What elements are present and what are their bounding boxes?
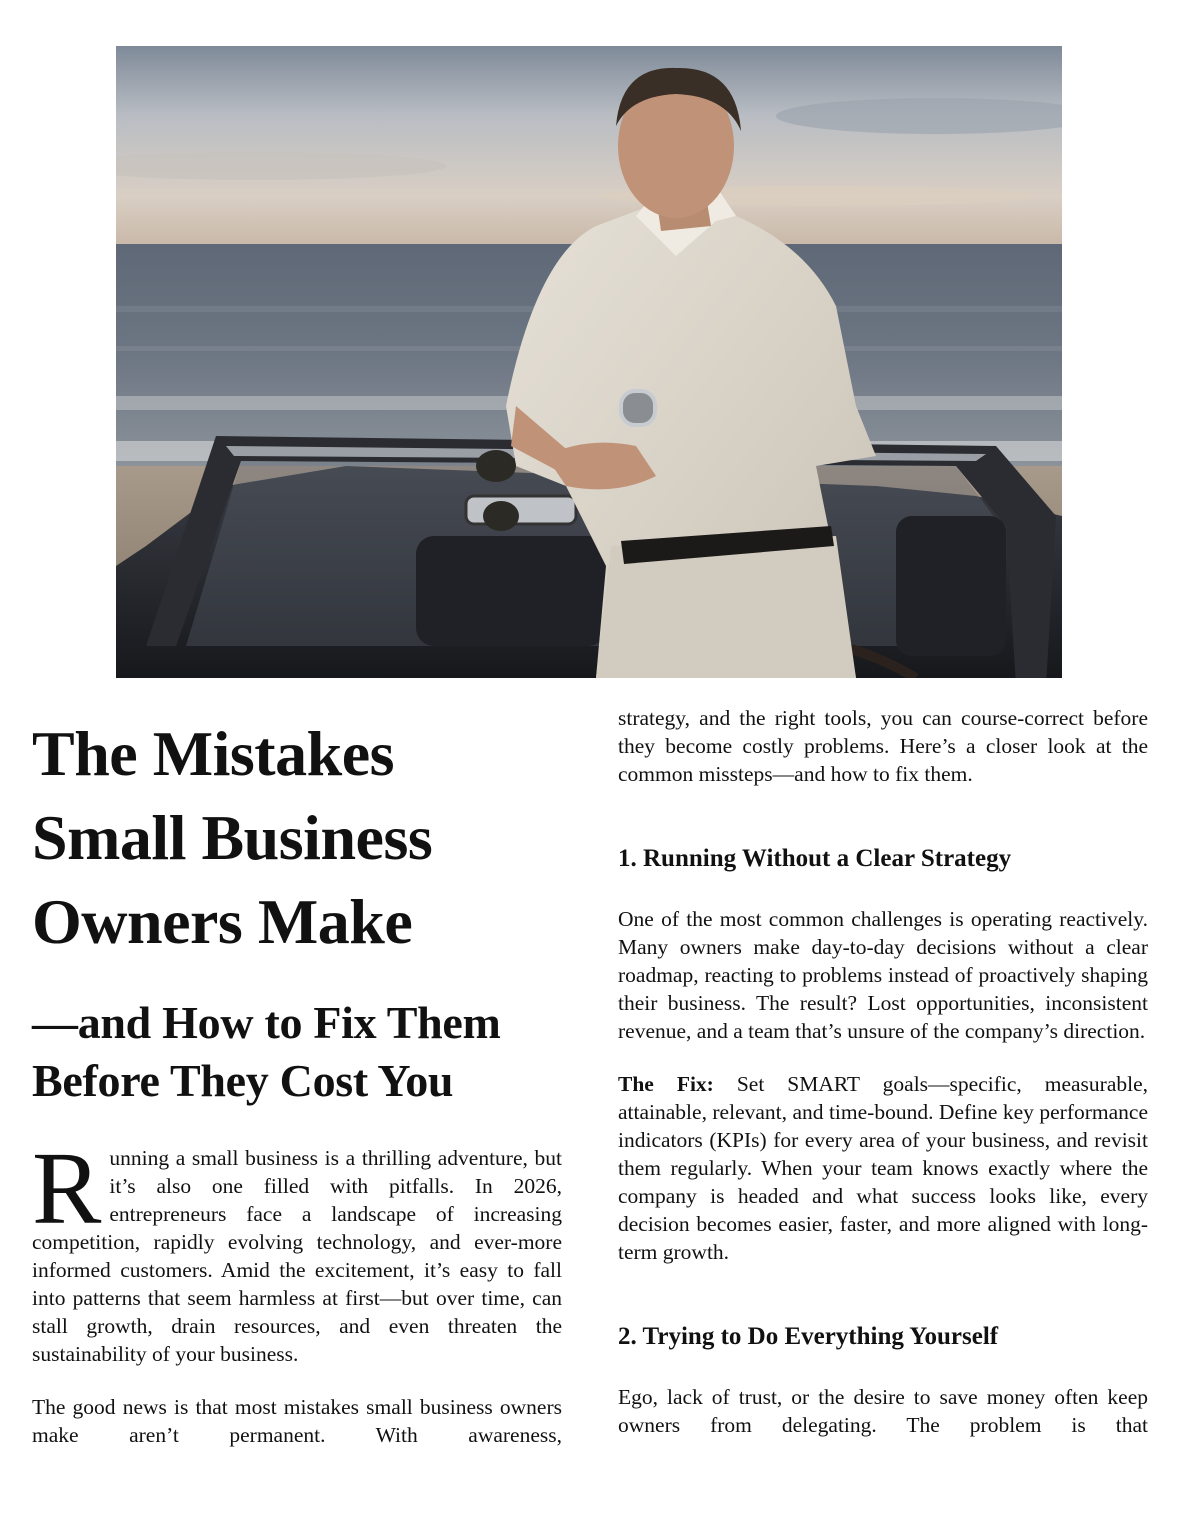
title-line: Owners Make — [32, 886, 413, 957]
section-heading-2: 2. Trying to Do Everything Yourself — [618, 1323, 999, 1350]
hero-photo — [116, 46, 1062, 678]
drop-cap: R — [32, 1131, 102, 1246]
subtitle-line: —and How to Fix Them — [32, 997, 501, 1048]
title-line: The Mistakes — [32, 718, 394, 789]
section-1-body: One of the most common challenges is operating reactively. Many owners make day-to-day decisions without a clear roadmap, reacting to problems instead of proactively shaping their business. The result? Lost opportunities, inconsistent revenue, and a team that’s unsure of the company’s direction. — [618, 907, 1148, 1043]
intro-paragraph-1 — [32, 1131, 562, 1368]
fix-label: The Fix: — [618, 1072, 714, 1096]
intro-paragraph-2: The good news is that most mistakes small business owners make aren’t permanent. With awareness, — [32, 1395, 562, 1447]
title-line: Small Business — [32, 802, 433, 873]
section-2-body: Ego, lack of trust, or the desire to save money often keep owners from delegating. The problem is that — [618, 1385, 1148, 1437]
intro-paragraph-1-text: unning a small business is a thrilling adventure, but it’s also one filled with pitfalls. In 2026, entrepreneurs face a landscape of increasing competition, rapidly evolving technology, and ever-more informed customers. Amid the excitement, it’s easy to fall into patterns that seem harmless at first—but over time, can stall growth, drain resources, and even threaten the sustainability of your business. — [32, 1146, 562, 1366]
article-title — [32, 712, 562, 964]
left-column — [32, 712, 562, 1449]
right-column — [618, 704, 1148, 1439]
intro-paragraph-2-continued: strategy, and the right tools, you can course-correct before they become costly problems. Here’s a closer look at the common missteps—and how to fix them. — [618, 706, 1148, 786]
section-heading-1: 1. Running Without a Clear Strategy — [618, 845, 1012, 872]
subtitle-line: Before They Cost You — [32, 1055, 454, 1106]
hero-photo-illustration — [116, 46, 1062, 678]
article-subtitle — [32, 994, 562, 1110]
section-1-fix — [618, 1070, 1148, 1266]
fix-text: Set SMART goals—specific, measurable, attainable, relevant, and time-bound. Define key performance indicators (KPIs) for every area of your business, and revisit them regularly. When your team knows exactly where the company is headed and what success looks like, every decision becomes easier, faster, and more aligned with long-term growth. — [618, 1072, 1149, 1264]
